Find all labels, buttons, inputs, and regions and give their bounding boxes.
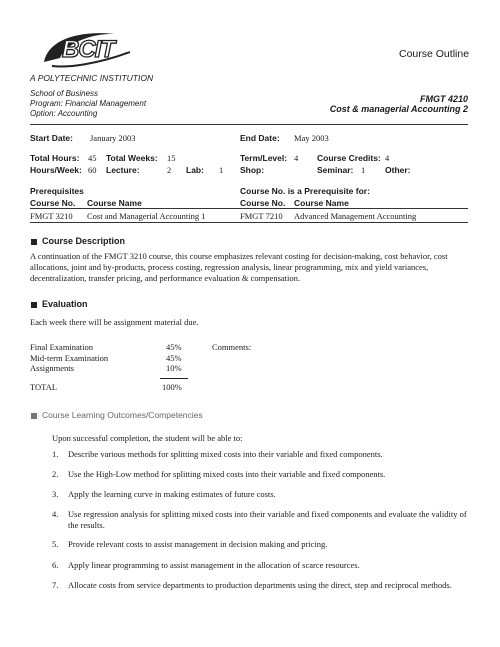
outcome-text: Use the High-Low method for splitting mixed costs into their variable and fixed components. (68, 469, 386, 479)
logo-text: BCIT (62, 36, 114, 63)
lecture-value: 2 (167, 165, 172, 175)
evaluation-note: Each week there will be assignment material due. (30, 317, 199, 327)
evaluation-bullet-icon (31, 302, 37, 308)
hours-week-value: 60 (88, 165, 97, 175)
eval-midterm-label: Mid-term Examination (30, 353, 109, 363)
prereq-for-course-no: FMGT 7210 (240, 211, 283, 221)
eval-comments-label: Comments: (212, 342, 252, 352)
evaluation-heading: Evaluation (42, 299, 88, 309)
prerequisite-for-heading: Course No. is a Prerequisite for: (240, 186, 370, 196)
eval-total-value: 100% (162, 382, 182, 392)
hours-week-label: Hours/Week: (30, 165, 82, 175)
prereq-for-course-name: Advanced Management Accounting (294, 211, 417, 221)
total-hours-label: Total Hours: (30, 153, 80, 163)
course-credits-label: Course Credits: (317, 153, 381, 163)
outcome-text: Allocate costs from service departments to production departments using the direct, step and reciprocal methods. (68, 580, 452, 590)
course-code: FMGT 4210 (419, 94, 468, 104)
term-level-value: 4 (294, 153, 299, 163)
outcome-text: Provide relevant costs to assist management in decision making and pricing. (68, 539, 328, 549)
lab-value: 1 (219, 165, 224, 175)
seminar-label: Seminar: (317, 165, 354, 175)
eval-final-label: Final Examination (30, 342, 94, 352)
eval-midterm-value: 45% (166, 353, 182, 363)
outcomes-bullet-icon (31, 413, 37, 419)
outcome-number: 7. (52, 580, 59, 590)
end-date-label: End Date: (240, 133, 280, 143)
option-name: Option: Accounting (30, 109, 98, 118)
total-hours-value: 45 (88, 153, 97, 163)
total-underline (160, 378, 188, 379)
outcome-text: Apply the learning curve in making estimates of future costs. (68, 489, 276, 499)
document-type: Course Outline (399, 48, 470, 60)
shop-label: Shop: (240, 165, 265, 175)
term-level-label: Term/Level: (240, 153, 288, 163)
total-weeks-value: 15 (167, 153, 176, 163)
lab-label: Lab: (186, 165, 204, 175)
course-title: Cost & managerial Accounting 2 (329, 104, 468, 114)
prereq-course-name-header: Course Name (87, 198, 142, 208)
prerequisites-heading: Prerequisites (30, 186, 84, 196)
start-date-label: Start Date: (30, 133, 73, 143)
eval-final-value: 45% (166, 342, 182, 352)
outcome-text: Describe various methods for splitting mixed costs into their variable and fixed components. (68, 449, 383, 459)
outcome-number: 2. (52, 469, 59, 479)
outcome-number: 1. (52, 449, 59, 459)
prereq-course-no: FMGT 3210 (30, 211, 73, 221)
description-heading: Course Description (42, 236, 126, 246)
outcome-number: 4. (52, 509, 59, 519)
prereq-divider (30, 208, 468, 209)
outcome-text: Use regression analysis for splitting mixed costs into their variable and fixed components and evaluate the validity of the results. (68, 509, 467, 530)
start-date-value: January 2003 (90, 133, 136, 143)
end-date-value: May 2003 (294, 133, 329, 143)
prereq-course-no-header: Course No. (30, 198, 76, 208)
other-label: Other: (385, 165, 411, 175)
outcomes-intro: Upon successful completion, the student will be able to: (52, 433, 243, 443)
prereq-for-course-no-header: Course No. (240, 198, 286, 208)
prereq-for-course-name-header: Course Name (294, 198, 349, 208)
outcome-number: 5. (52, 539, 59, 549)
eval-assignments-value: 10% (166, 363, 182, 373)
eval-total-label: TOTAL (30, 382, 58, 392)
total-weeks-label: Total Weeks: (106, 153, 158, 163)
description-text: A continuation of the FMGT 3210 course, this course emphasizes relevant costing for decision-making, cost behavior, cost allocations, joint and by-products, process costing, regression analysis, linear programming, mix and yield variances, decentralization, transfer pricing, and performance evaluation & compensation. (30, 251, 448, 283)
bcit-logo (38, 28, 138, 72)
program-name: Program: Financial Management (30, 99, 147, 108)
prereq-bottom-divider (30, 222, 468, 223)
institution-tagline: A POLYTECHNIC INSTITUTION (30, 73, 154, 83)
outcome-number: 3. (52, 489, 59, 499)
outcome-text: Apply linear programming to assist management in the allocation of scarce resources. (68, 560, 360, 570)
school-name: School of Business (30, 89, 99, 98)
description-bullet-icon (31, 239, 37, 245)
course-credits-value: 4 (385, 153, 390, 163)
outcomes-heading: Course Learning Outcomes/Competencies (42, 410, 203, 420)
lecture-label: Lecture: (106, 165, 140, 175)
seminar-value: 1 (361, 165, 366, 175)
outcome-number: 6. (52, 560, 59, 570)
prereq-course-name: Cost and Managerial Accounting 1 (87, 211, 206, 221)
header-divider (30, 124, 468, 125)
eval-assignments-label: Assignments (30, 363, 74, 373)
